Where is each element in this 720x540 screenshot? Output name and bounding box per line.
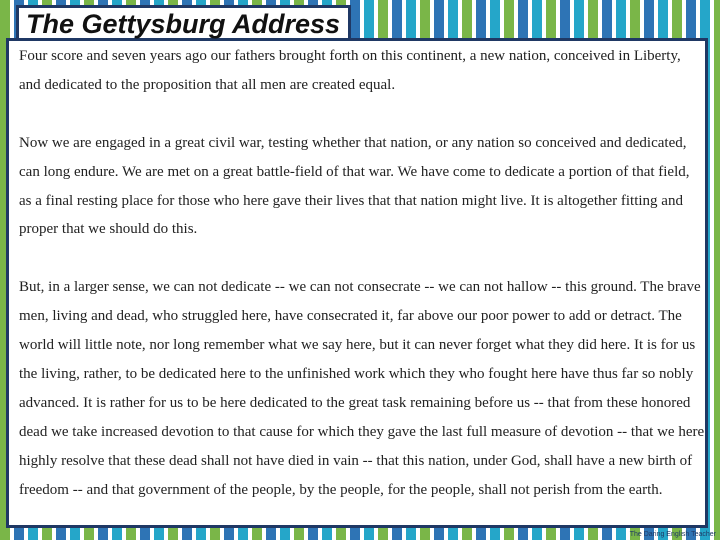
- paragraph-1: Four score and seven years ago our fathers brought forth on this continent, a new nation, conceived in Liberty, and dedicated to the proposition that all men are created equal.: [19, 48, 681, 93]
- credit-text: The Daring English Teacher: [629, 531, 716, 538]
- page-title: The Gettysburg Address: [16, 5, 351, 41]
- speech-text: [19, 42, 705, 504]
- paragraph-2: Now we are engaged in a great civil war, testing whether that nation, or any nation so conceived and dedicated, can long endure. We are met on a great battle-field of that war. We have come to dedicate a portion of that field, as a final resting place for those who here gave their lives that that nation might live. It is altogether fitting and proper that we should do this.: [19, 134, 690, 238]
- paragraph-3: But, in a larger sense, we can not dedicate -- we can not consecrate -- we can not hallow -- this ground. The brave men, living and dead, who struggled here, have consecrated it, far above our poor power to add or detract. The world will little note, nor long remember what we say here, but it can never forget what they did here. It is for us the living, rather, to be dedicated here to the unfinished work which they who fought here have thus far so nobly advanced. It is rather for us to be here dedicated to the great task remaining before us -- that from these honored dead we take increased devotion to that cause for which they gave the last full measure of devotion -- that we here highly resolve that these dead shall not have died in vain -- that this nation, under God, shall have a new birth of freedom -- and that government of the people, by the people, for the people, shall not perish from the earth.: [19, 279, 705, 498]
